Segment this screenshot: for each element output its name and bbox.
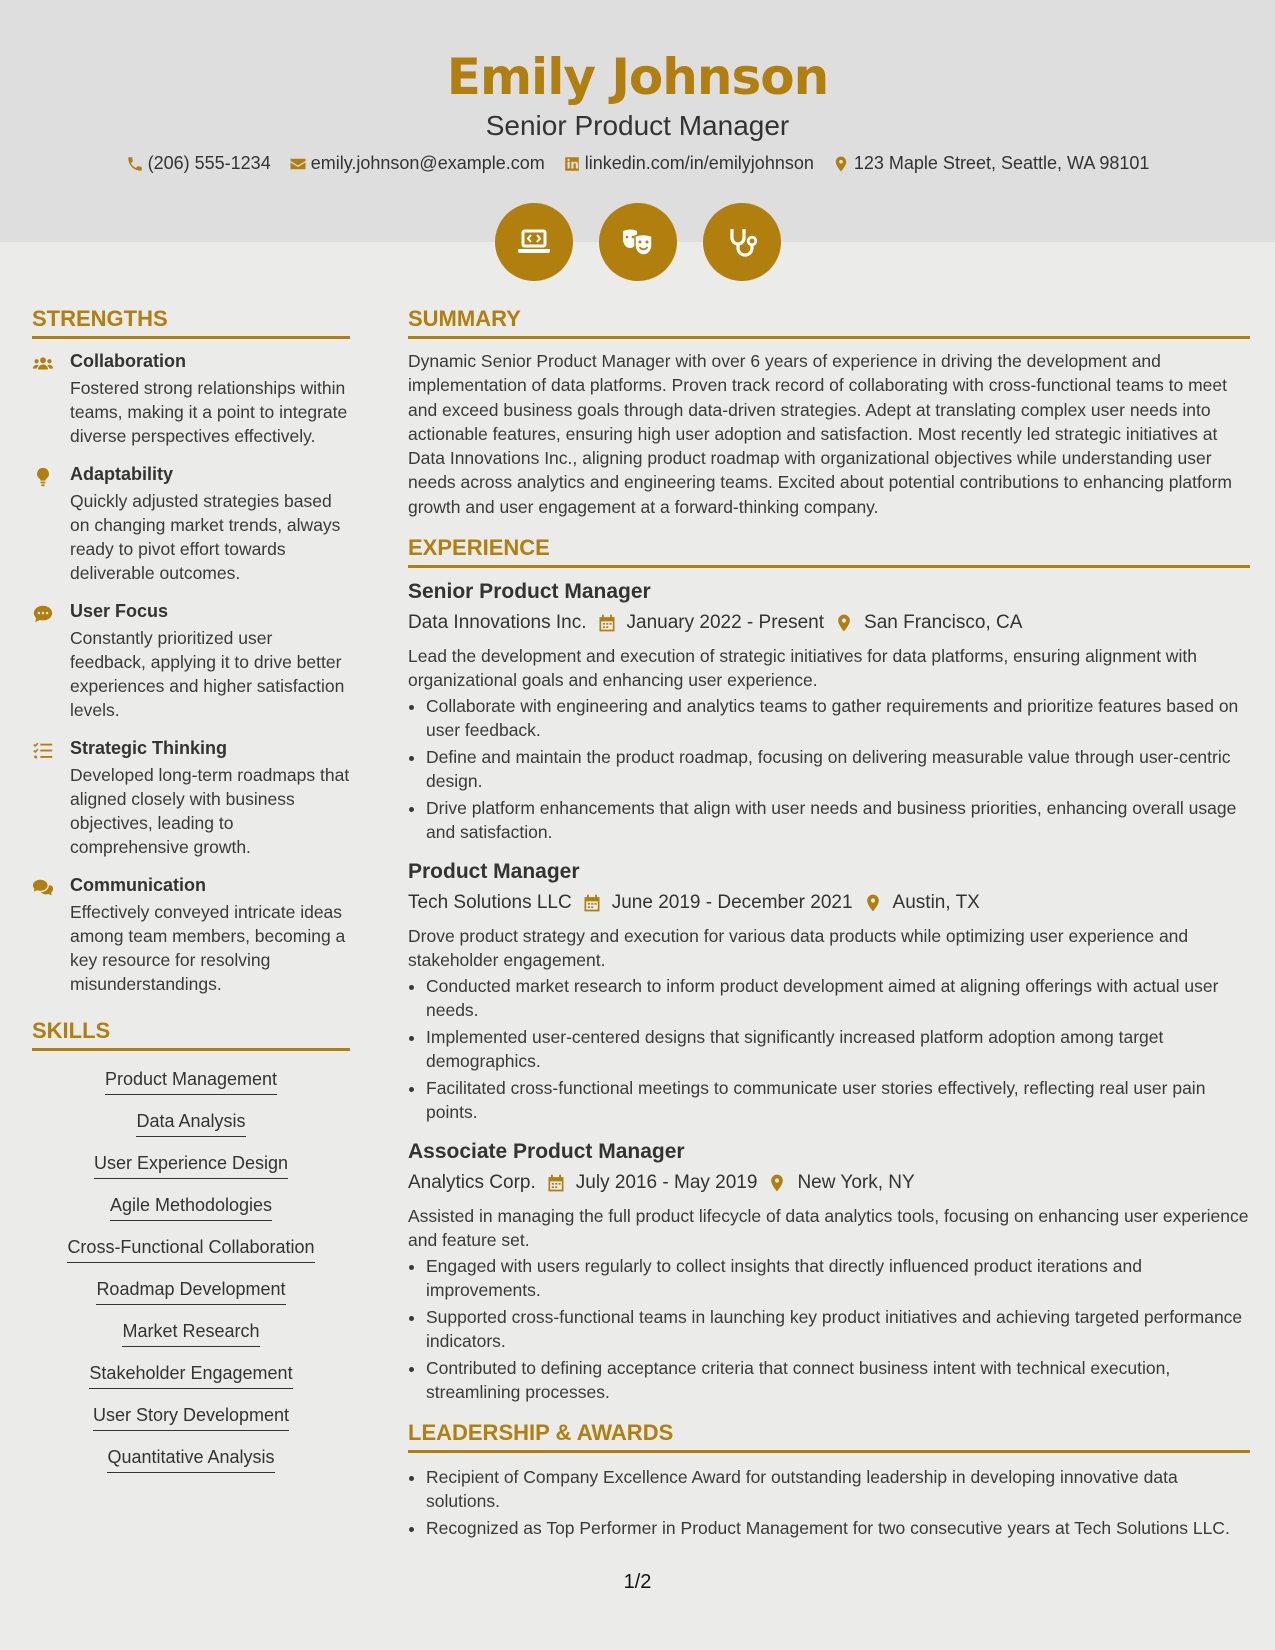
map-marker-icon xyxy=(863,893,883,913)
page-number: 1/2 xyxy=(623,1571,652,1593)
job-title: Product Manager xyxy=(408,860,580,884)
comments-icon xyxy=(32,877,54,899)
strength-desc: Developed long-term roadmaps that aligned closely with business objectives, leading to comprehensive growth. xyxy=(70,765,350,857)
strength-desc: Effectively conveyed intricate ideas among team members, becoming a key resource for resolving misunderstandings. xyxy=(70,902,346,994)
list-item: • Define and maintain the product roadmap, focusing on delivering measurable value through user-centric design. xyxy=(426,745,1250,793)
job-company: Analytics Corp. xyxy=(408,1172,536,1194)
strength-item xyxy=(32,738,350,859)
contact-bar xyxy=(0,153,1275,174)
job-company: Tech Solutions LLC xyxy=(408,892,572,914)
summary-heading: SUMMARY xyxy=(408,306,1250,339)
theater-masks-icon xyxy=(618,222,658,262)
job-dates: June 2019 - December 2021 xyxy=(611,892,853,914)
skill-item: Cross-Functional Collaboration xyxy=(67,1237,314,1263)
strength-name: Collaboration xyxy=(70,351,186,371)
tasks-icon xyxy=(32,740,54,762)
email-text: emily.johnson@example.com xyxy=(310,153,545,173)
skill-item: User Experience Design xyxy=(94,1153,288,1179)
stethoscope-icon xyxy=(722,222,762,262)
linkedin-icon xyxy=(563,155,581,173)
summary-text: Dynamic Senior Product Manager with over 6 years of experience in driving the development and implementation of data platforms. Proven track record of collaborating with cross-functional teams to meet and exceed business goals through data-driven strategies. Adept at translating complex user needs into actionable features, ensuring high user adoption and satisfaction. Most recently led strategic initiatives at Data Innovations Inc., aligning product roadmap with organizational objectives while understanding user needs across analytics and engineering teams. Excited about potential contributions to enhancing platform growth and user engagement at a forward-thinking company. xyxy=(408,351,1232,517)
phone-icon xyxy=(126,155,144,173)
map-marker-icon xyxy=(832,155,850,173)
strength-item xyxy=(32,464,350,585)
skills-heading: SKILLS xyxy=(32,1018,350,1051)
list-item: • Supported cross-functional teams in launching key product initiatives and achieving targeted performance indicators. xyxy=(426,1305,1250,1353)
map-marker-icon xyxy=(834,613,854,633)
strength-item xyxy=(32,351,350,448)
candidate-name: Emily Johnson xyxy=(446,48,829,106)
list-item: • Engaged with users regularly to collect insights that directly influenced product iterations and improvements. xyxy=(426,1254,1250,1302)
job-location: San Francisco, CA xyxy=(864,612,1023,634)
badge-masks xyxy=(599,203,677,281)
job-location: New York, NY xyxy=(797,1172,915,1194)
calendar-icon xyxy=(546,1173,566,1193)
envelope-icon xyxy=(289,155,307,173)
skill-item: Agile Methodologies xyxy=(110,1195,272,1221)
strength-desc: Fostered strong relationships within teams, making it a point to integrate diverse perspectives effectively. xyxy=(70,378,348,446)
skill-item: Product Management xyxy=(105,1069,277,1095)
list-item: • Recipient of Company Excellence Award for outstanding leadership in developing innovative data solutions. xyxy=(426,1465,1250,1513)
job-meta xyxy=(408,892,1250,914)
skill-item: Quantitative Analysis xyxy=(107,1447,274,1473)
phone-text: (206) 555-1234 xyxy=(147,153,271,173)
lightbulb-icon xyxy=(32,466,54,488)
job-title: Associate Product Manager xyxy=(408,1140,685,1164)
list-item: • Facilitated cross-functional meetings to communicate user stories effectively, reflecting real user pain points. xyxy=(426,1076,1250,1124)
candidate-title: Senior Product Manager xyxy=(485,110,790,141)
contact-phone[interactable] xyxy=(126,153,271,174)
skill-item: Roadmap Development xyxy=(96,1279,285,1305)
strength-desc: Constantly prioritized user feedback, applying it to drive better experiences and higher satisfaction levels. xyxy=(70,628,345,720)
job-title: Senior Product Manager xyxy=(408,580,651,604)
job-meta xyxy=(408,612,1250,634)
job-desc: Lead the development and execution of strategic initiatives for data platforms, ensuring alignment with organizational goals and enhancing user experience. xyxy=(408,646,1197,691)
awards-list xyxy=(408,1465,1250,1540)
strength-name: Strategic Thinking xyxy=(70,738,228,758)
badge-laptop xyxy=(495,203,573,281)
list-item: • Conducted market research to inform product development aimed at aligning offerings with actual user needs. xyxy=(426,974,1250,1022)
strength-name: User Focus xyxy=(70,601,169,621)
job-location: Austin, TX xyxy=(892,892,980,914)
strength-item xyxy=(32,875,350,996)
skill-item: User Story Development xyxy=(93,1405,289,1431)
skill-item: Market Research xyxy=(122,1321,259,1347)
linkedin-text: linkedin.com/in/emilyjohnson xyxy=(584,153,814,173)
contact-linkedin[interactable] xyxy=(563,153,814,174)
skill-item: Data Analysis xyxy=(136,1111,245,1137)
list-item: • Contributed to defining acceptance criteria that connect business intent with technical execution, streamlining processes. xyxy=(426,1356,1250,1404)
badge-stethoscope xyxy=(703,203,781,281)
strength-item xyxy=(32,601,350,722)
map-marker-icon xyxy=(767,1173,787,1193)
strength-name: Communication xyxy=(70,875,207,895)
job-dates: January 2022 - Present xyxy=(626,612,825,634)
comment-dots-icon xyxy=(32,603,54,625)
contact-address[interactable] xyxy=(832,153,1150,174)
calendar-icon xyxy=(582,893,602,913)
contact-email[interactable] xyxy=(289,153,545,174)
job-entry xyxy=(408,1140,1250,1404)
job-company: Data Innovations Inc. xyxy=(408,612,587,634)
list-item: • Drive platform enhancements that align with user needs and business priorities, enhancing overall usage and satisfaction. xyxy=(426,796,1250,844)
skills-list xyxy=(32,1069,350,1473)
laptop-code-icon xyxy=(514,222,554,262)
strengths-heading: STRENGTHS xyxy=(32,306,350,339)
job-meta xyxy=(408,1172,1250,1194)
strength-name: Adaptability xyxy=(70,464,174,484)
job-bullets xyxy=(408,694,1250,844)
calendar-icon xyxy=(597,613,617,633)
left-column xyxy=(32,306,350,1473)
job-entry xyxy=(408,580,1250,844)
interest-badges xyxy=(0,203,1275,281)
job-entry xyxy=(408,860,1250,1124)
list-item: • Collaborate with engineering and analytics teams to gather requirements and prioritize features based on user feedback. xyxy=(426,694,1250,742)
job-dates: July 2016 - May 2019 xyxy=(575,1172,758,1194)
users-icon xyxy=(32,353,54,375)
job-desc: Assisted in managing the full product lifecycle of data analytics tools, focusing on enhancing user experience and feature set. xyxy=(408,1206,1249,1251)
job-bullets xyxy=(408,974,1250,1124)
experience-heading: EXPERIENCE xyxy=(408,535,1250,568)
awards-heading: LEADERSHIP & AWARDS xyxy=(408,1420,1250,1453)
list-item: • Implemented user-centered designs that significantly increased platform adoption among target demographics. xyxy=(426,1025,1250,1073)
right-column xyxy=(408,306,1250,1543)
address-text: 123 Maple Street, Seattle, WA 98101 xyxy=(853,153,1150,173)
skill-item: Stakeholder Engagement xyxy=(89,1363,292,1389)
list-item: • Recognized as Top Performer in Product Management for two consecutive years at Tech Solutions LLC. xyxy=(426,1516,1250,1540)
job-desc: Drove product strategy and execution for various data products while optimizing user experience and stakeholder engagement. xyxy=(408,926,1189,971)
strength-desc: Quickly adjusted strategies based on changing market trends, always ready to pivot effort towards deliverable outcomes. xyxy=(70,491,341,583)
job-bullets xyxy=(408,1254,1250,1404)
